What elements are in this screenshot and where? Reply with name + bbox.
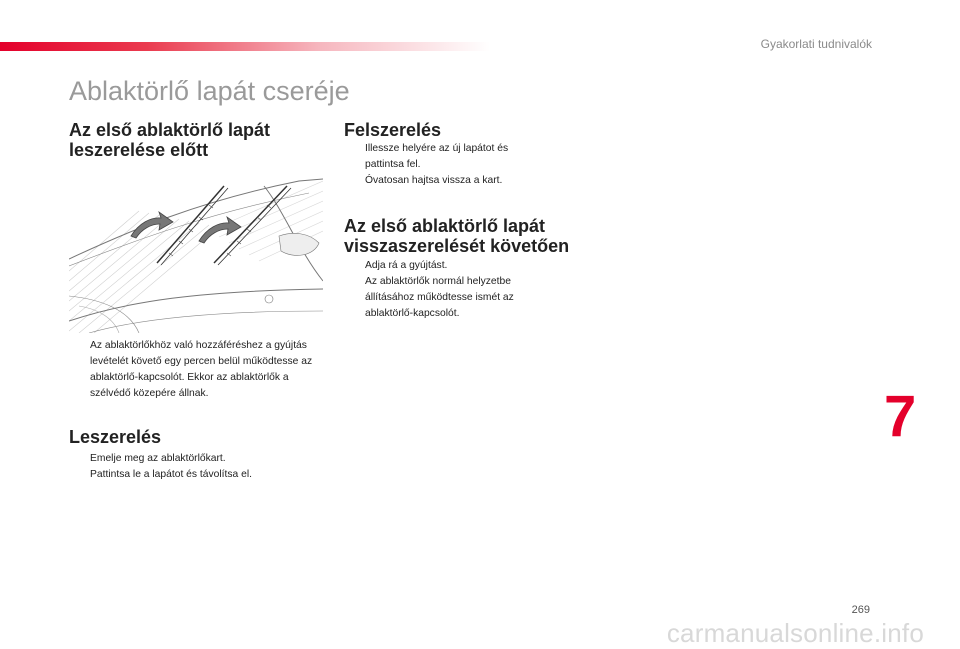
list-item: Óvatosan hajtsa vissza a kart. [365, 175, 503, 186]
page-title: Ablaktörlő lapát cseréje [69, 76, 350, 106]
windshield-wiper-illustration [69, 171, 323, 333]
removal-list [69, 451, 325, 483]
chapter-number: 7 [884, 384, 917, 449]
list-item: Pattintsa le a lapátot és távolítsa el. [90, 469, 252, 480]
page-number: 269 [851, 604, 870, 616]
section-label: Gyakorlati tudnivalók [760, 37, 872, 51]
after-refit-list [344, 258, 549, 322]
header-accent-bar [0, 42, 490, 51]
install-list [344, 141, 544, 189]
list-item: Emelje meg az ablaktörlőkart. [90, 453, 226, 464]
list-item: Illessze helyére az új lapátot és pattintsa fel. [365, 143, 509, 170]
watermark: carmanualsonline.info [666, 618, 924, 648]
list-item: Az ablaktörlők normál helyzetbe állításához működtesse ismét az ablaktörlő-kapcsolót. [365, 276, 514, 319]
list-item: Adja rá a gyújtást. [365, 260, 448, 271]
after-refit-heading: Az első ablaktörlő lapát visszaszerelését követően [344, 216, 570, 256]
before-removal-heading: Az első ablaktörlő lapát leszerelése előtt [69, 120, 271, 160]
before-removal-list [69, 338, 325, 402]
list-item: Az ablaktörlőkhöz való hozzáféréshez a gyújtás levételét követő egy percen belül működtesse az ablaktörlő-kapcsolót. Ekkor az ablaktörlők a szélvédő közepére állnak. [90, 340, 313, 399]
removal-heading: Leszerelés [69, 427, 162, 447]
install-heading: Felszerelés [344, 120, 442, 140]
